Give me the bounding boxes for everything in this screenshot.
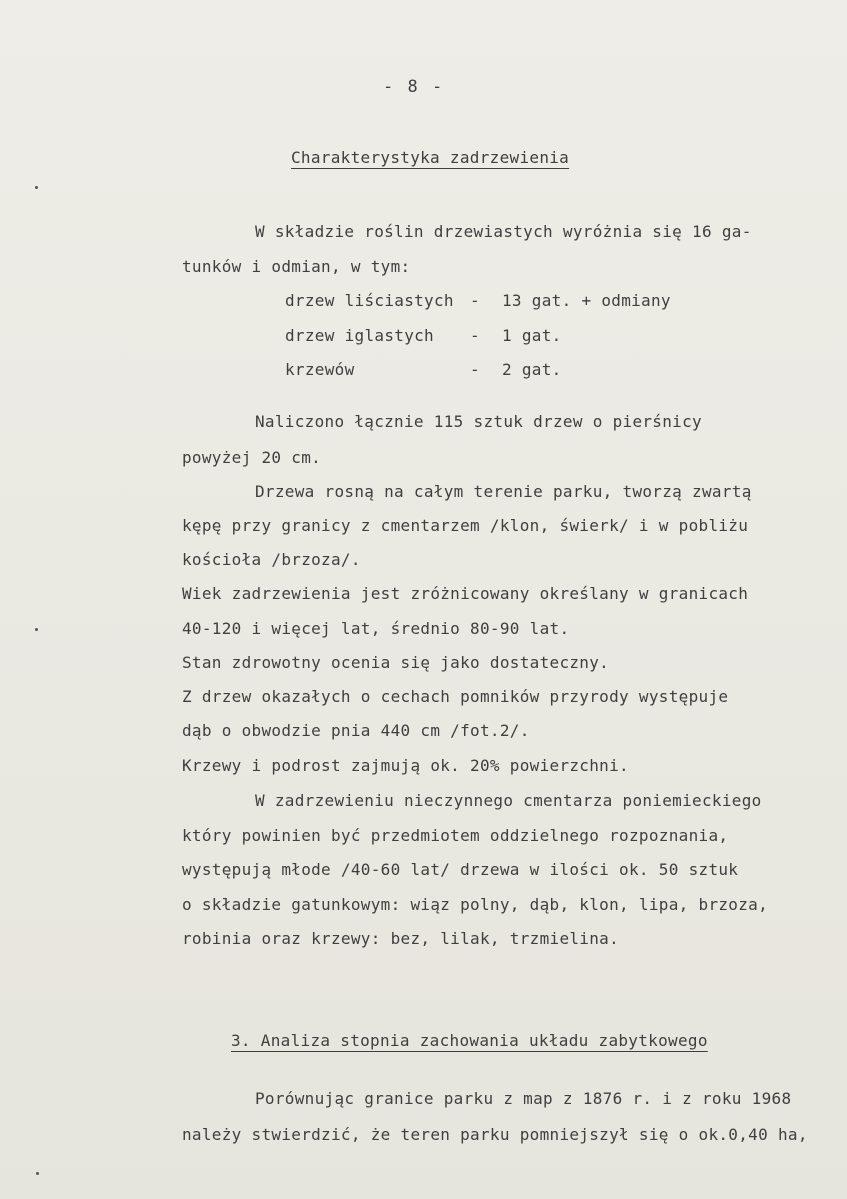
section-title: Charakterystyka zadrzewienia [291, 148, 570, 167]
paragraph-line: kościoła /brzoza/. [182, 550, 361, 569]
paragraph-line: Porównując granice parku z map z 1876 r. i z roku 1968 [255, 1089, 792, 1108]
species-dash: - [470, 291, 480, 310]
paper-speck [36, 1172, 39, 1175]
species-label: drzew iglastych [285, 326, 434, 345]
paragraph-line: Wiek zadrzewienia jest zróżnicowany określany w granicach [182, 584, 749, 603]
paper-speck [35, 628, 38, 631]
species-value: 2 gat. [502, 360, 562, 379]
paragraph-line: Stan zdrowotny ocenia się jako dostateczny. [182, 653, 610, 672]
paragraph-line: W zadrzewieniu nieczynnego cmentarza poniemieckiego [255, 791, 762, 810]
paragraph-line: robinia oraz krzewy: bez, lilak, trzmielina. [182, 929, 620, 948]
paragraph-line: dąb o obwodzie pnia 440 cm /fot.2/. [182, 721, 530, 740]
paragraph-line: Z drzew okazałych o cechach pomników przyrody występuje [182, 687, 729, 706]
paragraph-line: występują młode /40-60 lat/ drzewa w ilości ok. 50 sztuk [182, 860, 739, 879]
paragraph-line: o składzie gatunkowym: wiąz polny, dąb, klon, lipa, brzoza, [182, 895, 769, 914]
paragraph-line: 40-120 i więcej lat, średnio 80-90 lat. [182, 619, 570, 638]
species-dash: - [470, 326, 480, 345]
count-line-1: Naliczono łącznie 115 sztuk drzew o pierśnicy [255, 412, 702, 431]
paragraph-line: należy stwierdzić, że teren parku pomniejszył się o ok.0,40 ha, [182, 1125, 808, 1144]
species-label: drzew liściastych [285, 291, 454, 310]
species-label: krzewów [285, 360, 355, 379]
section-3-title: 3. Analiza stopnia zachowania układu zabytkowego [231, 1031, 708, 1050]
species-dash: - [470, 360, 480, 379]
page-number: - 8 - [383, 77, 445, 97]
intro-line-2: tunków i odmian, w tym: [182, 257, 411, 276]
intro-line-1: W składzie roślin drzewiastych wyróżnia się 16 ga- [255, 222, 752, 241]
paragraph-line: Drzewa rosną na całym terenie parku, tworzą zwartą [255, 482, 752, 501]
paragraph-line: Krzewy i podrost zajmują ok. 20% powierzchni. [182, 756, 629, 775]
paragraph-line: kępę przy granicy z cmentarzem /klon, świerk/ i w pobliżu [182, 516, 749, 535]
paper-speck [35, 186, 38, 189]
count-line-2: powyżej 20 cm. [182, 448, 322, 467]
paragraph-line: który powinien być przedmiotem oddzielnego rozpoznania, [182, 826, 729, 845]
species-value: 1 gat. [502, 326, 562, 345]
species-value: 13 gat. + odmiany [502, 291, 671, 310]
